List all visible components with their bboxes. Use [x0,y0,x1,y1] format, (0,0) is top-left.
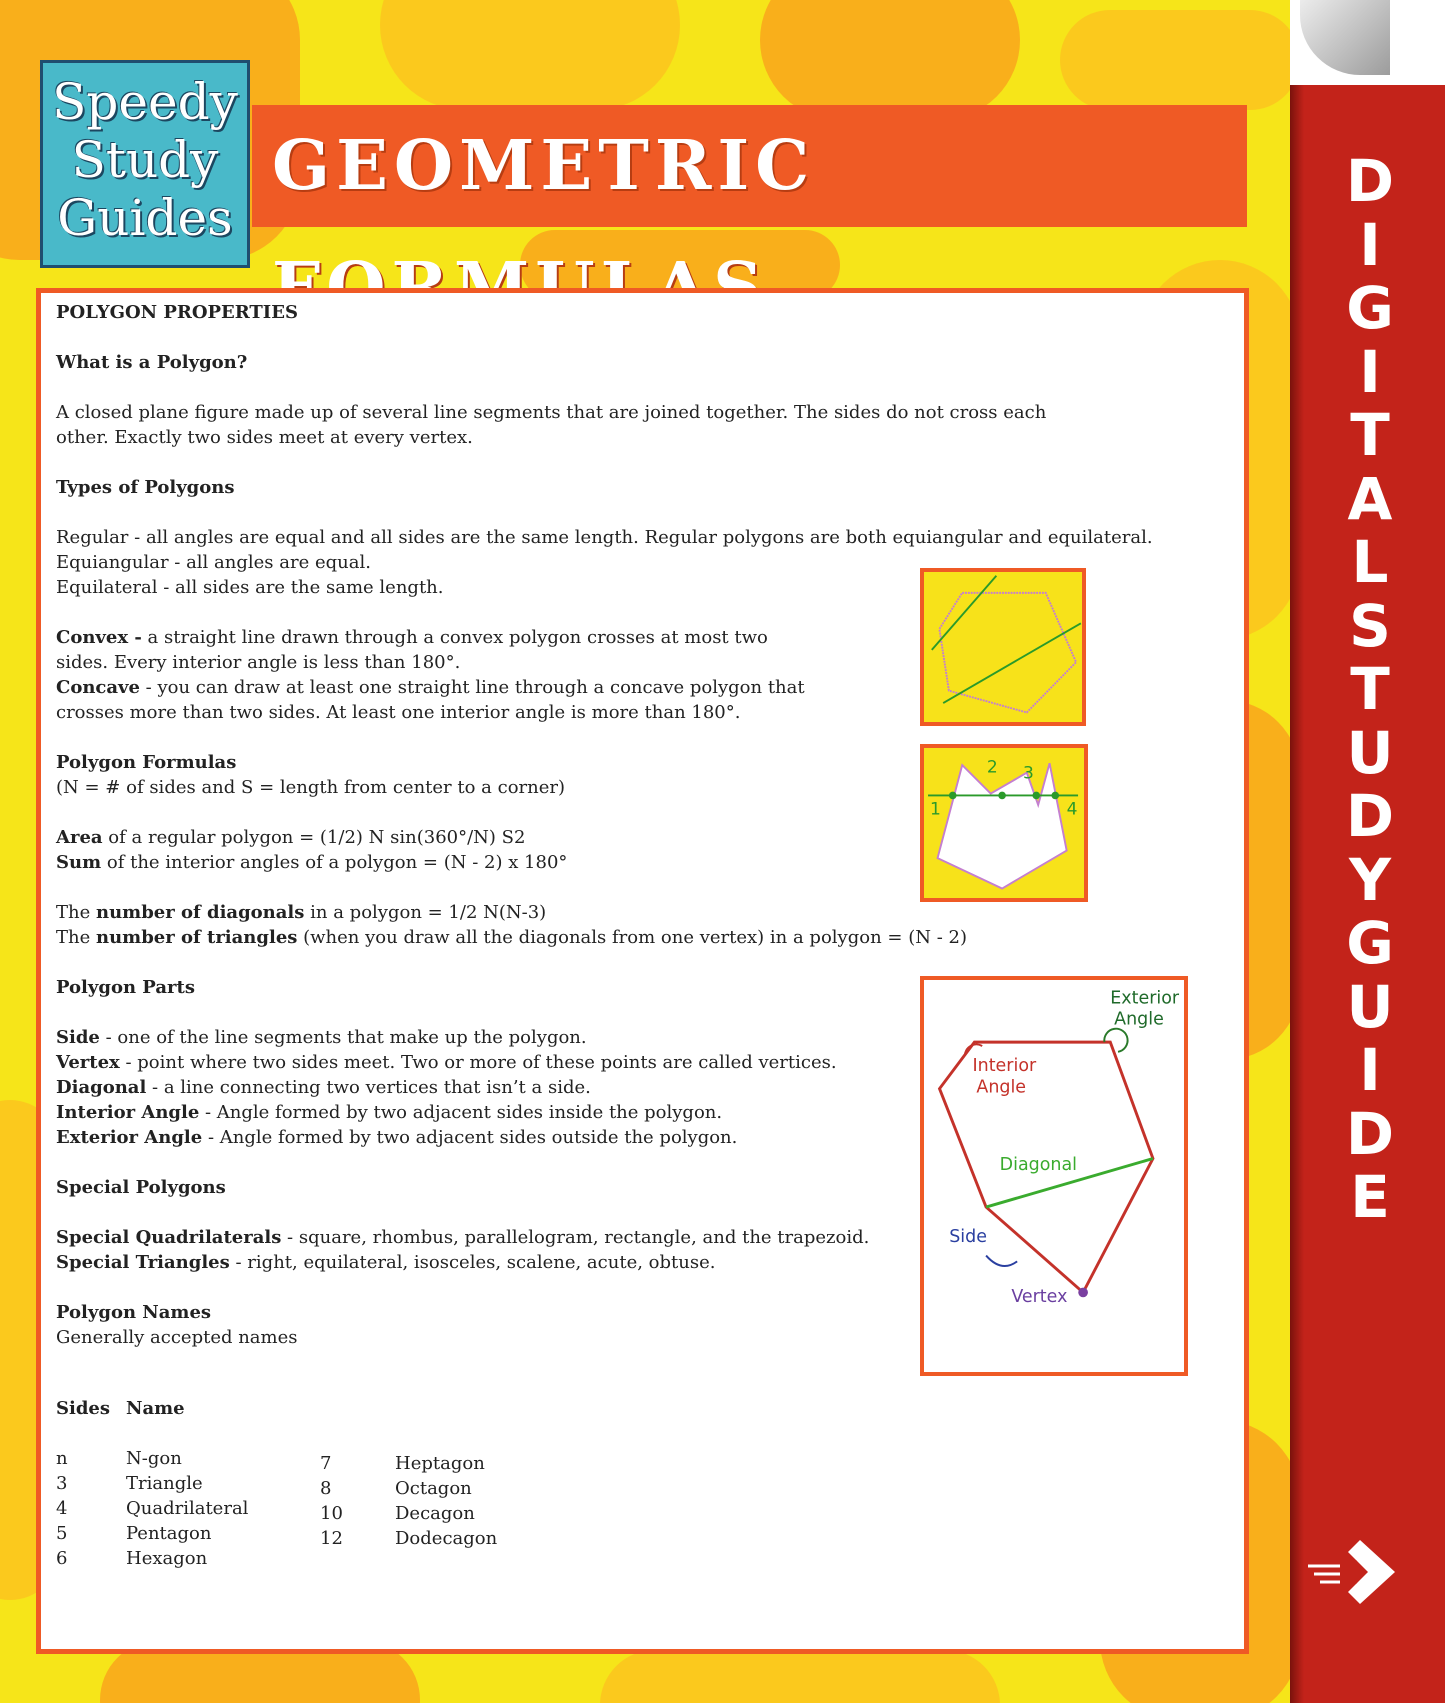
sides-cell: 10 [320,1503,343,1524]
spine-letter: I [1359,210,1381,279]
table-header-name: Name [126,1398,185,1419]
spine-title [1320,147,1420,1231]
section-heading: POLYGON PROPERTIES [56,302,298,323]
sides-cell: 12 [320,1528,343,1549]
definition: - Angle formed by two adjacent sides inside the polygon. [199,1102,723,1123]
label-side: Side [949,1226,987,1247]
definition: - one of the line segments that make up the polygon. [99,1027,587,1048]
name-cell: Pentagon [126,1523,212,1544]
paragraph-concave [56,675,836,725]
concave-polygon-figure [920,744,1088,902]
definition: - square, rhombus, parallelogram, rectangle, and the trapezoid. [281,1227,870,1248]
spine-letter: I [1359,337,1381,406]
sides-cell: 7 [320,1453,332,1474]
table-header-sides: Sides [56,1398,111,1419]
term: Exterior Angle [56,1127,203,1148]
definition: - Angle formed by two adjacent sides outside the polygon. [202,1127,738,1148]
spine-letter: T [1350,401,1390,469]
paragraph: Generally accepted names [56,1327,298,1348]
convex-polygon-figure [920,568,1086,726]
text: The [56,927,96,948]
spine-letter: U [1346,718,1394,787]
term: Side [56,1027,100,1048]
sides-cell: 5 [56,1523,68,1544]
term: Diagonal [56,1077,147,1098]
paragraph-convex [56,625,816,675]
definition: - a line connecting two vertices that isn’t a side. [146,1077,591,1098]
term: number of diagonals [95,902,305,923]
spine-letter: G [1346,274,1394,342]
paragraph: Equilateral - all sides are the same length. [56,577,444,598]
definition: - you can draw at least one straight line through a concave polygon that crosses more than two sides. At least one interior angle is more than 180°. [56,677,805,723]
label-diagonal: Diagonal [999,1155,1078,1176]
spine-letter: A [1347,464,1393,533]
subheading-what-is-polygon: What is a Polygon? [56,352,248,373]
formula-triangles [56,925,1196,950]
spine-letter: I [1359,1036,1381,1104]
sides-cell: 4 [56,1498,68,1519]
label-3: 3 [1022,763,1034,784]
sides-cell: 3 [56,1473,68,1494]
sides-cell: 6 [56,1548,68,1569]
term: Interior Angle [56,1102,200,1123]
term: number of triangles [95,927,298,948]
spine-letter: D [1345,1099,1395,1168]
term: Concave [56,677,140,698]
definition: of the interior angles of a polygon = (N - 2) x 180° [101,852,568,873]
vertex-point [1078,1288,1088,1298]
name-cell: Hexagon [126,1548,208,1569]
intersection-point [998,792,1006,800]
definition: (when you draw all the diagonals from one vertex) in a polygon = (N - 2) [297,927,967,948]
term: Sum [56,852,102,873]
intersection-point [1051,792,1059,800]
label-1: 1 [929,799,941,820]
paragraph: (N = # of sides and S = length from center to a corner) [56,777,566,798]
term: Special Triangles [56,1252,230,1273]
polygon-parts-figure [920,976,1188,1376]
spine-letter: E [1350,1163,1390,1231]
name-cell: Heptagon [395,1453,485,1474]
sides-cell: n [56,1448,68,1469]
name-cell: Quadrilateral [126,1498,249,1519]
label-interior-angle: Angle [976,1077,1027,1098]
paragraph: A closed plane figure made up of several line segments that are joined together. The sides do not cross each other. Exactly two sides meet at every vertex. [56,402,1047,448]
definition: in a polygon = 1/2 N(N-3) [304,902,547,923]
name-cell: Dodecagon [395,1528,498,1549]
name-cell: N-gon [126,1448,182,1469]
logo-line-3: Guides [57,189,233,247]
spine-letter: U [1346,972,1394,1041]
definition: - right, equilateral, isosceles, scalene, acute, obtuse. [229,1252,716,1273]
speedy-study-guides-logo [40,60,250,268]
spine-letter: T [1350,655,1390,723]
definition: a straight line drawn through a convex polygon crosses at most two sides. Every interior angle is less than 180°. [56,627,768,673]
logo-line-2: Study [71,131,219,189]
label-vertex: Vertex [1011,1287,1068,1308]
subheading-types: Types of Polygons [56,477,235,498]
subheading-names: Polygon Names [56,1302,212,1323]
name-cell: Decagon [395,1503,475,1524]
paragraph: Regular - all angles are equal and all sides are the same length. Regular polygons are both equiangular and equilateral. [56,527,1153,548]
logo-line-1: Speedy [52,73,238,131]
name-cell: Triangle [126,1473,203,1494]
term: Vertex [56,1052,120,1073]
subheading-formulas: Polygon Formulas [56,752,237,773]
text: The [56,902,96,923]
paragraph: Equiangular - all angles are equal. [56,552,371,573]
spine-letter: D [1345,147,1395,215]
name-cell: Octagon [395,1478,472,1499]
definition: of a regular polygon = (1/2) N sin(360°/N) S2 [102,827,526,848]
term: Area [56,827,103,848]
label-exterior: Exterior [1110,988,1180,1009]
spine-letter: G [1346,909,1394,977]
subheading-parts: Polygon Parts [56,977,195,998]
publisher-logo-icon [1300,1530,1420,1610]
spine-letter: S [1349,591,1391,660]
spine-letter: Y [1349,845,1391,914]
term: Special Quadrilaterals [56,1227,282,1248]
label-interior: Interior [972,1056,1037,1077]
cover-title: GEOMETRIC [252,105,1247,227]
term: Convex - [56,627,142,648]
label-2: 2 [986,757,998,778]
intersection-point [949,792,957,800]
spine-letter: D [1345,782,1395,850]
sides-cell: 8 [320,1478,332,1499]
label-4: 4 [1066,799,1078,820]
formula-diagonals [56,900,1196,925]
spine-letter: L [1351,528,1389,596]
intersection-point [1032,792,1040,800]
spine-edge [1290,0,1304,1703]
subheading-special: Special Polygons [56,1177,226,1198]
definition: - point where two sides meet. Two or more of these points are called vertices. [119,1052,837,1073]
label-exterior-angle: Angle [1114,1009,1164,1030]
